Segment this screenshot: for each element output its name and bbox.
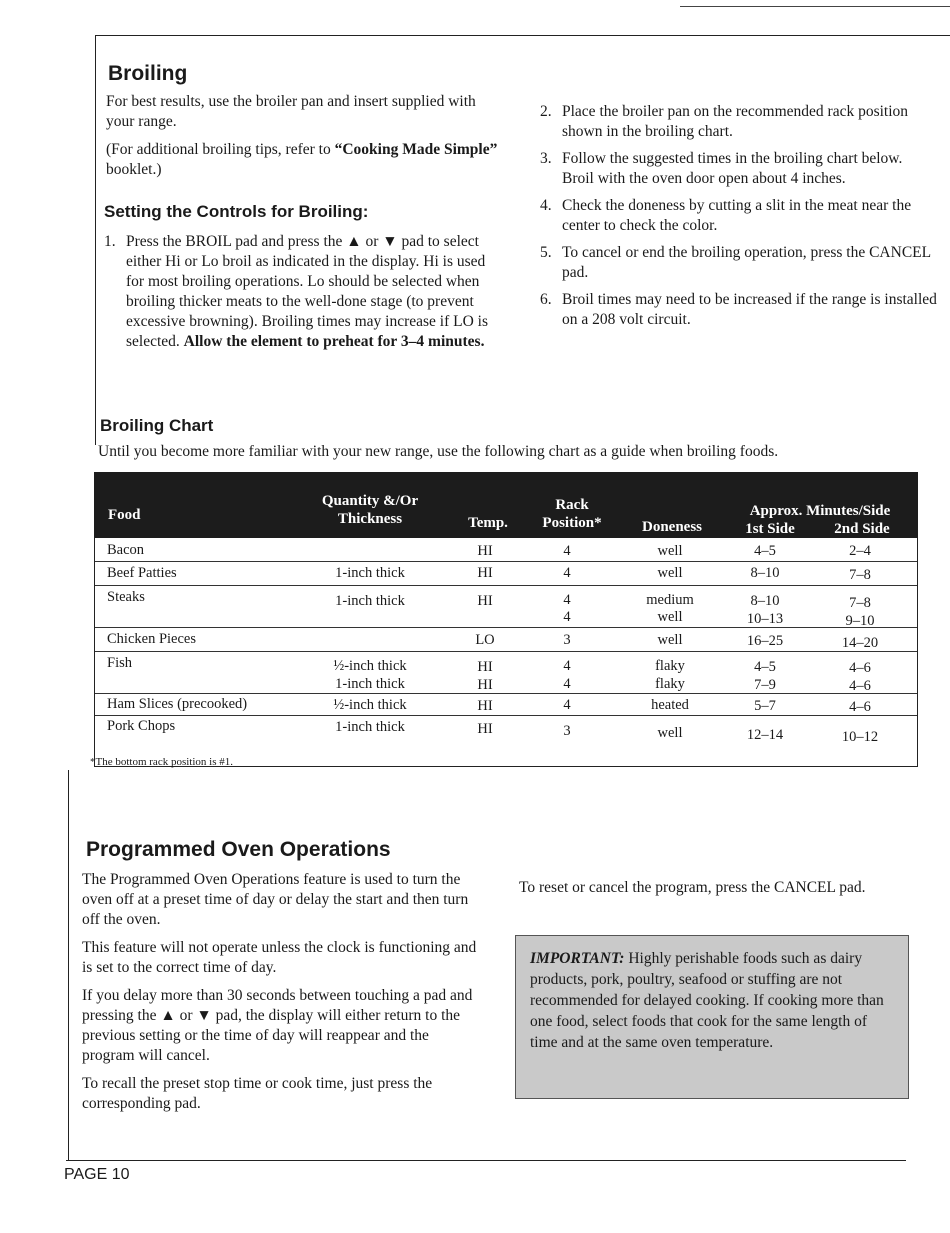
cell-doneness: well (657, 632, 683, 648)
cell-rack: 4 (563, 676, 571, 692)
header-temp: Temp. (468, 515, 508, 531)
broiling-title: Broiling (108, 62, 188, 85)
cell-doneness: heated (651, 697, 689, 713)
chart-intro: Until you become more familiar with your new range, use the following chart as a guide when broiling foods. (98, 443, 779, 460)
page-number: PAGE 10 (64, 1166, 130, 1183)
step-item: 6. Broil times may need to be increased if the range is installed on a 208 volt circuit. (540, 291, 937, 328)
table-row (95, 538, 917, 562)
chart-footnote: *The bottom rack position is #1. (90, 756, 233, 768)
table-header (94, 472, 918, 538)
cell-temp: HI (477, 565, 493, 581)
header-side2: 2nd Side (834, 521, 890, 537)
cell-rack: 4 (563, 658, 571, 674)
cell-doneness: well (657, 565, 683, 581)
table-body (94, 538, 918, 767)
important-notice (515, 935, 909, 1099)
cell-food: Ham Slices (precooked) (107, 696, 248, 712)
table-row (95, 561, 917, 586)
table-row (95, 693, 917, 716)
step-item: 4. Check the doneness by cutting a slit in the meat near the center to check the color. (540, 197, 912, 234)
table-row (95, 627, 917, 652)
cell-doneness: medium (646, 592, 694, 608)
header-minutes: Approx. Minutes/Side (749, 503, 891, 519)
cell-side1: 10–13 (746, 611, 784, 627)
broiling-left-column (106, 92, 502, 188)
cell-side2: 9–10 (845, 613, 875, 629)
step-item: 1. Press the BROIL pad and press the ▲ or ▼ pad to select either Hi or Lo broil as indicated in the display. Hi is used for most broiling operations. Lo should be selected when broiling thicker meats to the well-done stage (to prevent excessive browning). Broiling times may increase if LO is selected. Allow the element to preheat for 3–4 minutes. (104, 233, 489, 350)
controls-title: Setting the Controls for Broiling: (104, 202, 369, 221)
cell-food: Pork Chops (107, 718, 176, 734)
top-rule (680, 6, 950, 7)
cell-temp: HI (477, 593, 493, 609)
reset-instructions: To reset or cancel the program, press the CANCEL pad. (519, 879, 866, 896)
important-label: IMPORTANT: (530, 950, 625, 967)
programmed-paragraph: This feature will not operate unless the clock is functioning and is set to the correct time of day. (82, 939, 477, 976)
cell-temp: LO (475, 632, 495, 648)
cell-food: Chicken Pieces (107, 631, 196, 647)
cell-temp: HI (477, 698, 493, 714)
cell-temp: HI (477, 543, 493, 559)
cell-quantity: 1-inch thick (335, 565, 405, 581)
step-item: 5. To cancel or end the broiling operation, press the CANCEL pad. (540, 244, 931, 281)
cell-doneness: well (657, 609, 683, 625)
cell-food: Fish (107, 655, 132, 671)
cell-rack: 4 (563, 565, 571, 581)
programmed-paragraph: If you delay more than 30 seconds between touching a pad and pressing the ▲ or ▼ pad, the display will either return to the previous setting or the time of day will reappear and the program will cancel. (82, 987, 473, 1064)
programmed-paragraph: To recall the preset stop time or cook time, just press the corresponding pad. (82, 1075, 433, 1112)
broiling-steps-left (104, 232, 498, 359)
cell-quantity: ½-inch thick (333, 658, 407, 674)
header-rack: Rack Position* (542, 497, 602, 531)
broiling-steps-right (540, 102, 938, 337)
cell-temp: HI (477, 659, 493, 675)
cell-temp: HI (477, 677, 493, 693)
important-text: Highly perishable foods such as dairy products, pork, poultry, seafood or stuffing are not recommended for delayed cooking. If cooking more than one food, select foods that cook for the same length of time and at the same oven temperature. (530, 950, 884, 1051)
cell-side2: 4–6 (849, 678, 871, 694)
cell-food: Steaks (107, 589, 145, 605)
chart-title: Broiling Chart (100, 416, 214, 435)
cell-side1: 8–10 (750, 565, 780, 581)
cell-side1: 12–14 (746, 727, 784, 743)
header-doneness: Doneness (641, 519, 702, 535)
cell-rack: 3 (563, 723, 571, 739)
header-food: Food (108, 507, 141, 523)
cell-side1: 8–10 (750, 593, 780, 609)
cell-rack: 4 (563, 697, 571, 713)
cell-rack: 4 (563, 543, 571, 559)
cell-food: Bacon (107, 542, 145, 558)
step-item: 3. Follow the suggested times in the broiling chart below. Broil with the oven door open about 4 inches. (540, 150, 903, 187)
cell-side1: 4–5 (754, 659, 776, 675)
frame-left-rule-lower (68, 770, 69, 1160)
cell-temp: HI (477, 721, 493, 737)
cell-doneness: well (657, 725, 683, 741)
cell-doneness: flaky (655, 658, 685, 674)
frame-left-rule (95, 35, 96, 445)
programmed-paragraph: The Programmed Oven Operations feature is used to turn the oven off at a preset time of day or delay the start and then turn off the oven. (82, 871, 469, 928)
cell-quantity: 1-inch thick (335, 676, 405, 692)
cell-side2: 2–4 (849, 543, 871, 559)
cell-side2: 4–6 (849, 699, 871, 715)
programmed-left-column (82, 870, 478, 1122)
programmed-title: Programmed Oven Operations (86, 838, 391, 861)
cell-quantity: 1-inch thick (335, 593, 405, 609)
step-item: 2. Place the broiler pan on the recommended rack position shown in the broiling chart. (540, 103, 909, 140)
cell-side1: 5–7 (754, 698, 776, 714)
cell-side1: 4–5 (754, 543, 776, 559)
table-row (95, 651, 917, 694)
header-quantity: Quantity &/Or Thickness (321, 493, 419, 527)
cell-rack: 4 (563, 592, 571, 608)
cell-rack: 3 (563, 632, 571, 648)
cell-side2: 4–6 (849, 660, 871, 676)
cell-side2: 10–12 (841, 729, 879, 745)
cell-side1: 16–25 (746, 633, 784, 649)
cell-side2: 7–8 (849, 595, 871, 611)
cell-doneness: flaky (655, 676, 685, 692)
cell-quantity: ½-inch thick (333, 697, 407, 713)
header-side1: 1st Side (745, 521, 795, 537)
broiling-intro: For best results, use the broiler pan and insert supplied with your range. (106, 93, 476, 130)
frame-top-rule (95, 35, 950, 36)
frame-bottom-rule (66, 1160, 906, 1161)
cell-quantity: 1-inch thick (335, 719, 405, 735)
cell-side2: 14–20 (841, 635, 879, 651)
table-row (95, 585, 917, 628)
broiling-chart-table (94, 472, 918, 767)
cell-doneness: well (657, 543, 683, 559)
cell-side1: 7–9 (754, 677, 776, 693)
broiling-tip: (For additional broiling tips, refer to “Cooking Made Simple” booklet.) (106, 141, 498, 178)
cell-rack: 4 (563, 609, 571, 625)
cell-food: Beef Patties (107, 565, 177, 581)
cell-side2: 7–8 (849, 567, 871, 583)
